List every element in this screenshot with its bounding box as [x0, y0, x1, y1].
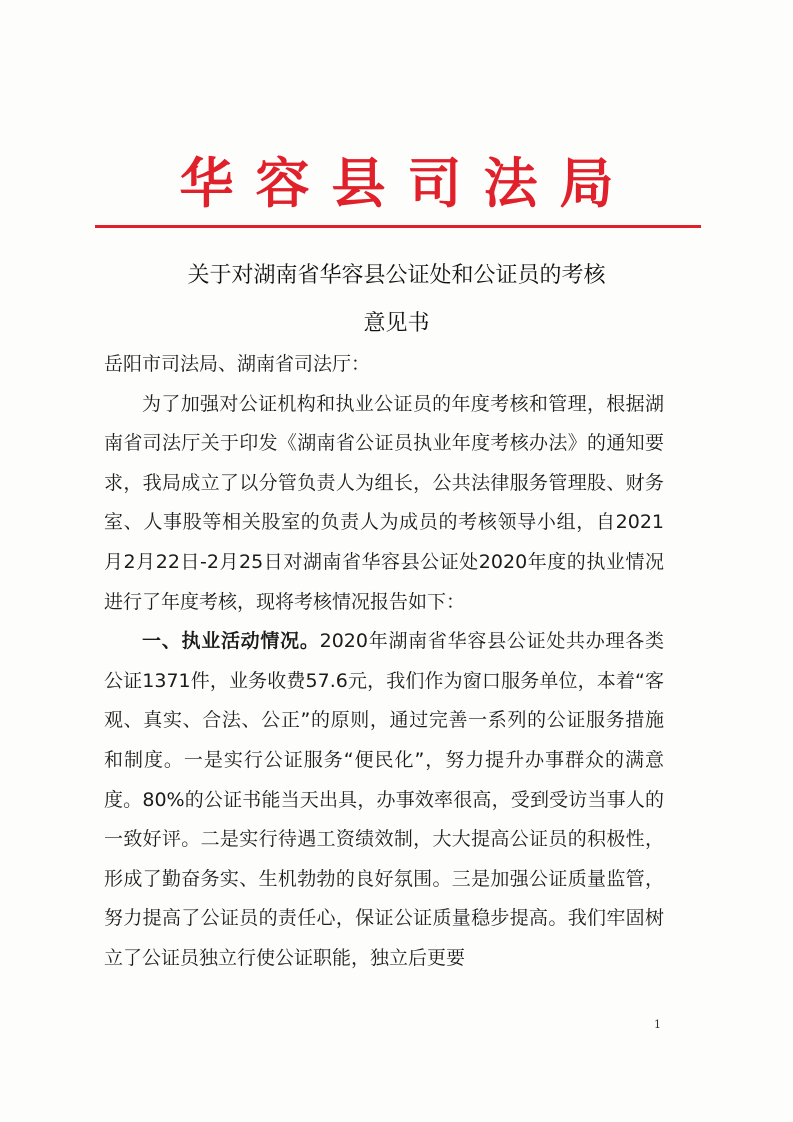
page-number: 1: [654, 1018, 661, 1031]
document-body: [104, 345, 664, 979]
document-title-line-1: 关于对湖南省华容县公证处和公证员的考核: [187, 263, 606, 288]
section-1-heading: 一、执业活动情况。: [142, 630, 320, 653]
section-1-paragraph: [104, 622, 664, 978]
section-1-body: 2020年湖南省华容县公证处共办理各类公证1371件，业务收费57.6元，我们作为窗口服务单位，本着“客观、真实、合法、公正”的原则，通过完善一系列的公证服务措施和制度。一是实行公证服务“便民化”，努力提升办事群众的满意度。80%的公证书能当天出具，办事效率很高，受到受访当事人的一致好评。二是实行待遇工资绩效制，大大提高公证员的积极性，形成了勤奋务实、生机勃勃的良好氛围。三是加强公证质量监管，努力提高了公证员的责任心，保证公证质量稳步提高。我们牢固树立了公证员独立行使公证职能，独立后更要: [104, 630, 664, 969]
letterhead-title: 华容县司法局: [179, 151, 636, 215]
document-title-line-2: 意见书: [363, 311, 430, 336]
recipient-line: 岳阳市司法局、湖南省司法厅：: [104, 353, 371, 375]
letterhead-red-rule: [95, 225, 701, 228]
intro-paragraph: 为了加强对公证机构和执业公证员的年度考核和管理，根据湖南省司法厅关于印发《湖南省公证员执业年度考核办法》的通知要求，我局成立了以分管负责人为组长，公共法律服务管理股、财务室、人事股等相关股室的负责人为成员的考核领导小组，自2021月2月22日-2月25日对湖南省华容县公证处2020年度的执业情况进行了年度考核，现将考核情况报告如下：: [104, 392, 664, 613]
